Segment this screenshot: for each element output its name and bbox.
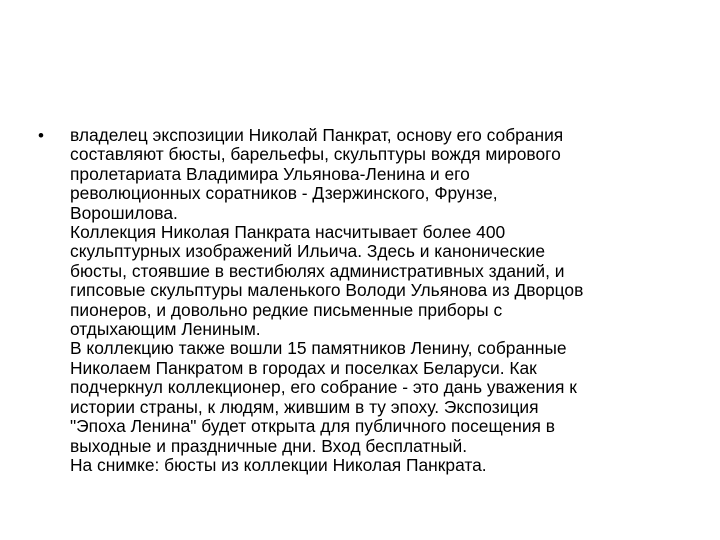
text-line: гипсовые скульптуры маленького Володи Ульянова из Дворцов <box>70 280 584 301</box>
text-line: отдыхающим Лениным. <box>70 319 261 340</box>
text-line: выходные и праздничные дни. Вход бесплатный. <box>70 435 468 456</box>
text-line: Коллекция Николая Панкрата насчитывает более 400 <box>70 222 506 243</box>
text-line: пролетариата Владимира Ульянова-Ленина и его <box>70 163 470 184</box>
text-line: Ворошилова. <box>70 202 178 223</box>
bullet-item <box>38 126 698 475</box>
bullet-text <box>70 126 698 475</box>
text-line: пионеров, и довольно редкие письменные приборы с <box>70 299 503 320</box>
text-line: подчеркнул коллекционер, его собрание - это дань уважения к <box>70 377 577 398</box>
text-line: революционных соратников - Дзержинского, Фрунзе, <box>70 183 498 204</box>
text-line: скульптурных изображений Ильича. Здесь и канонические <box>70 241 545 262</box>
text-line: бюсты, стоявшие в вестибюлях административных зданий, и <box>70 260 565 281</box>
text-line: На снимке: бюсты из коллекции Николая Панкрата. <box>70 454 487 475</box>
text-line: истории страны, к людям, жившим в ту эпоху. Экспозиция <box>70 396 539 417</box>
text-line: Николаем Панкратом в городах и поселках Беларуси. Как <box>70 357 537 378</box>
text-line: В коллекцию также вошли 15 памятников Ленину, собранные <box>70 338 567 359</box>
text-line: "Эпоха Ленина" будет открыта для публичного посещения в <box>70 416 556 437</box>
text-line: составляют бюсты, барельефы, скульптуры вождя мирового <box>70 144 561 165</box>
text-line: владелец экспозиции Николай Панкрат, основу его собрания <box>70 125 564 145</box>
bullet-marker: • <box>38 126 44 145</box>
